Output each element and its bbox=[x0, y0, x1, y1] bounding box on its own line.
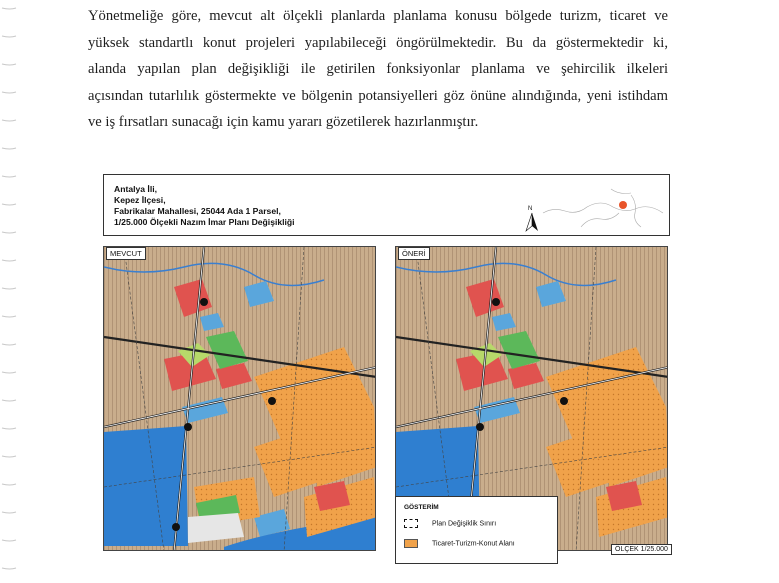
boundary-symbol-icon bbox=[404, 519, 418, 528]
north-label: N bbox=[528, 206, 533, 212]
location-minimap bbox=[541, 183, 666, 231]
title-line-parcel: Fabrikalar Mahallesi, 25044 Ada 1 Parsel, bbox=[114, 206, 281, 216]
paragraph-line: yüksek standartlı konut projeleri yapılabileceği öngörülmektedir. Bu da göstermektedir ki, bbox=[88, 34, 668, 51]
body-paragraph bbox=[88, 3, 668, 136]
paragraph-line: açısından tutarlılık göstermekte ve bölgenin potansiyelleri göz önüne alındığında, yeni istihdam bbox=[88, 87, 668, 104]
orange-fill-symbol-icon bbox=[404, 539, 418, 548]
legend bbox=[395, 496, 558, 564]
legend-item-label: Plan Değişiklik Sınırı bbox=[432, 520, 497, 528]
legend-item-commercial bbox=[404, 539, 515, 548]
title-line-district: Kepez İlçesi, bbox=[114, 195, 166, 205]
margin-ruler bbox=[0, 0, 22, 583]
figure-title bbox=[114, 184, 295, 228]
legend-item-label: Ticaret-Turizm-Konut Alanı bbox=[432, 540, 515, 548]
panel-label-proposed: ÖNERİ bbox=[398, 247, 430, 260]
panel-label-existing: MEVCUT bbox=[106, 247, 146, 260]
figure-header bbox=[103, 174, 670, 236]
existing-plan-map bbox=[104, 247, 376, 551]
paragraph-line: alanda yapılan plan değişikliği ile getirilen fonksiyonlar planlama ve şehircilik ilkeleri bbox=[88, 61, 668, 78]
title-line-plan: 1/25.000 Ölçekli Nazım İmar Planı Değişikliği bbox=[114, 217, 295, 227]
paragraph-line: Yönetmeliğe göre, mevcut alt ölçekli planlarda planlama konusu bölgede turizm, ticaret ve bbox=[88, 8, 668, 24]
north-arrow-icon bbox=[524, 203, 540, 233]
location-dot-icon bbox=[619, 201, 627, 209]
scale-label: ÖLÇEK 1/25.000 bbox=[611, 544, 672, 555]
map-panel-existing bbox=[103, 246, 376, 551]
plan-figure bbox=[103, 174, 673, 564]
legend-title: GÖSTERİM bbox=[404, 504, 439, 511]
title-line-province: Antalya İli, bbox=[114, 184, 157, 194]
legend-item-boundary bbox=[404, 519, 496, 528]
paragraph-line: ve iş fırsatları sunacağı için kamu yararı gözetilerek hazırlanmıştır. bbox=[88, 114, 479, 131]
